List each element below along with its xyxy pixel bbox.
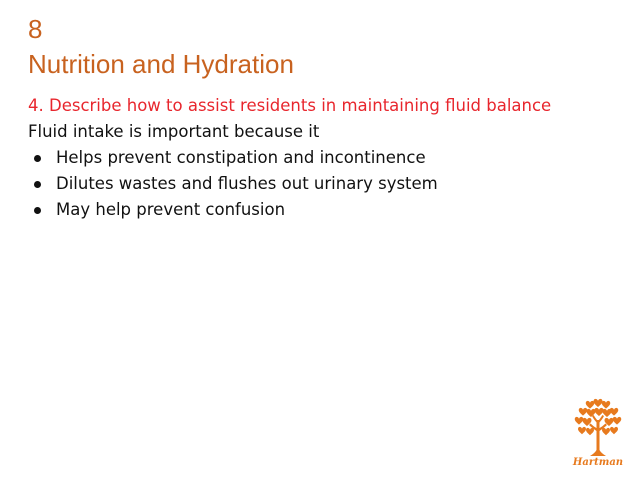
chapter-title: Nutrition and Hydration [28,49,294,79]
bullet-text: Dilutes wastes and flushes out urinary system [56,174,438,193]
bullet-list [28,147,438,225]
bullet-text: Helps prevent constipation and incontinence [56,148,426,167]
bullet-dot-icon [34,155,41,162]
bullet-item [28,199,438,225]
learning-objective: 4. Describe how to assist residents in maintaining fluid balance [28,96,552,115]
bullet-dot-icon [34,207,41,214]
bullet-text: May help prevent confusion [56,200,286,219]
chapter-number: 8 [28,14,43,44]
heart-tree-icon [568,398,628,458]
bullet-item [28,147,438,173]
intro-text: Fluid intake is important because it [28,122,320,141]
bullet-item [28,173,438,199]
hartman-logo-text: Hartman [572,457,624,468]
bullet-dot-icon [34,181,41,188]
hartman-logo [568,398,628,472]
